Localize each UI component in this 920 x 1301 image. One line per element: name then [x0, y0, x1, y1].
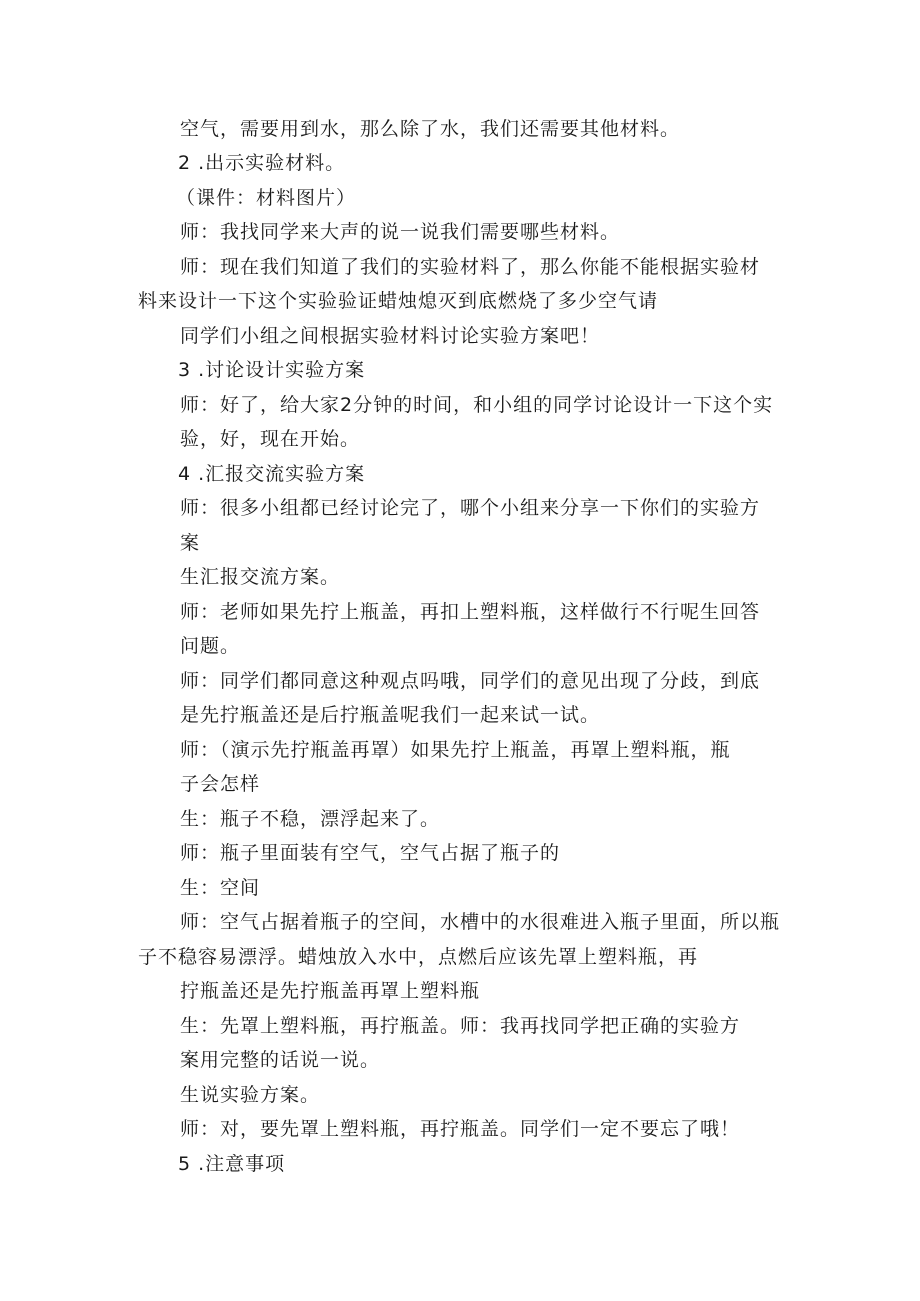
text-line: 问题。 — [180, 635, 241, 657]
text-line: 师：现在我们知道了我们的实验材料了，那么你能不能根据实验材 — [180, 256, 761, 278]
text-line: 师：（演示先拧瓶盖再罩）如果先拧上瓶盖，再罩上塑料瓶，瓶 — [180, 739, 731, 761]
text-line: 师：空气占据着瓶子的空间，水槽中的水很难进入瓶子里面，所以瓶 — [180, 911, 781, 933]
text-line: 师：我找同学来大声的说一说我们需要哪些材料。 — [180, 221, 621, 243]
text-line: 空气，需要用到水，那么除了水，我们还需要其他材料。 — [180, 118, 681, 140]
text-line: 子不稳容易漂浮。蜡烛放入水中，点燃后应该先罩上塑料瓶，再 — [138, 946, 699, 968]
text-line: 案用完整的话说一说。 — [180, 1049, 381, 1071]
section-heading: 3 .讨论设计实验方案 — [178, 359, 366, 381]
text-line: （课件：材料图片） — [176, 187, 357, 209]
text-line: 生说实验方案。 — [180, 1084, 321, 1106]
text-line: 师：好了，给大家2分钟的时间，和小组的同学讨论设计一下这个实 — [180, 394, 774, 416]
section-heading: 4 .汇报交流实验方案 — [178, 463, 366, 485]
text-line: 验，好，现在开始。 — [180, 428, 361, 450]
text-line: 料来设计一下这个实验验证蜡烛熄灭到底燃烧了多少空气请 — [138, 290, 659, 312]
text-line: 生：先罩上塑料瓶，再拧瓶盖。师：我再找同学把正确的实验方 — [180, 1015, 741, 1037]
text-line: 师：瓶子里面装有空气，空气占据了瓶子的 — [180, 842, 561, 864]
text-line: 生汇报交流方案。 — [180, 566, 341, 588]
section-heading: 2 .出示实验材料。 — [178, 152, 346, 174]
text-line: 案 — [180, 532, 201, 554]
text-line: 生：空间 — [180, 877, 261, 899]
text-line: 师：同学们都同意这种观点吗哦，同学们的意见出现了分歧，到底 — [180, 670, 761, 692]
text-line: 生：瓶子不稳，漂浮起来了。 — [180, 808, 441, 830]
section-heading: 5 .注意事项 — [178, 1153, 286, 1175]
text-line: 师：老师如果先拧上瓶盖，再扣上塑料瓶，这样做行不行呢生回答 — [180, 601, 761, 623]
text-line: 子会怎样 — [180, 773, 261, 795]
text-line: 同学们小组之间根据实验材料讨论实验方案吧！ — [180, 325, 601, 347]
text-line: 师：对，要先罩上塑料瓶，再拧瓶盖。同学们一定不要忘了哦！ — [180, 1118, 741, 1140]
text-line: 师：很多小组都已经讨论完了，哪个小组来分享一下你们的实验方 — [180, 497, 761, 519]
text-line: 拧瓶盖还是先拧瓶盖再罩上塑料瓶 — [180, 980, 481, 1002]
text-line: 是先拧瓶盖还是后拧瓶盖呢我们一起来试一试。 — [180, 704, 601, 726]
